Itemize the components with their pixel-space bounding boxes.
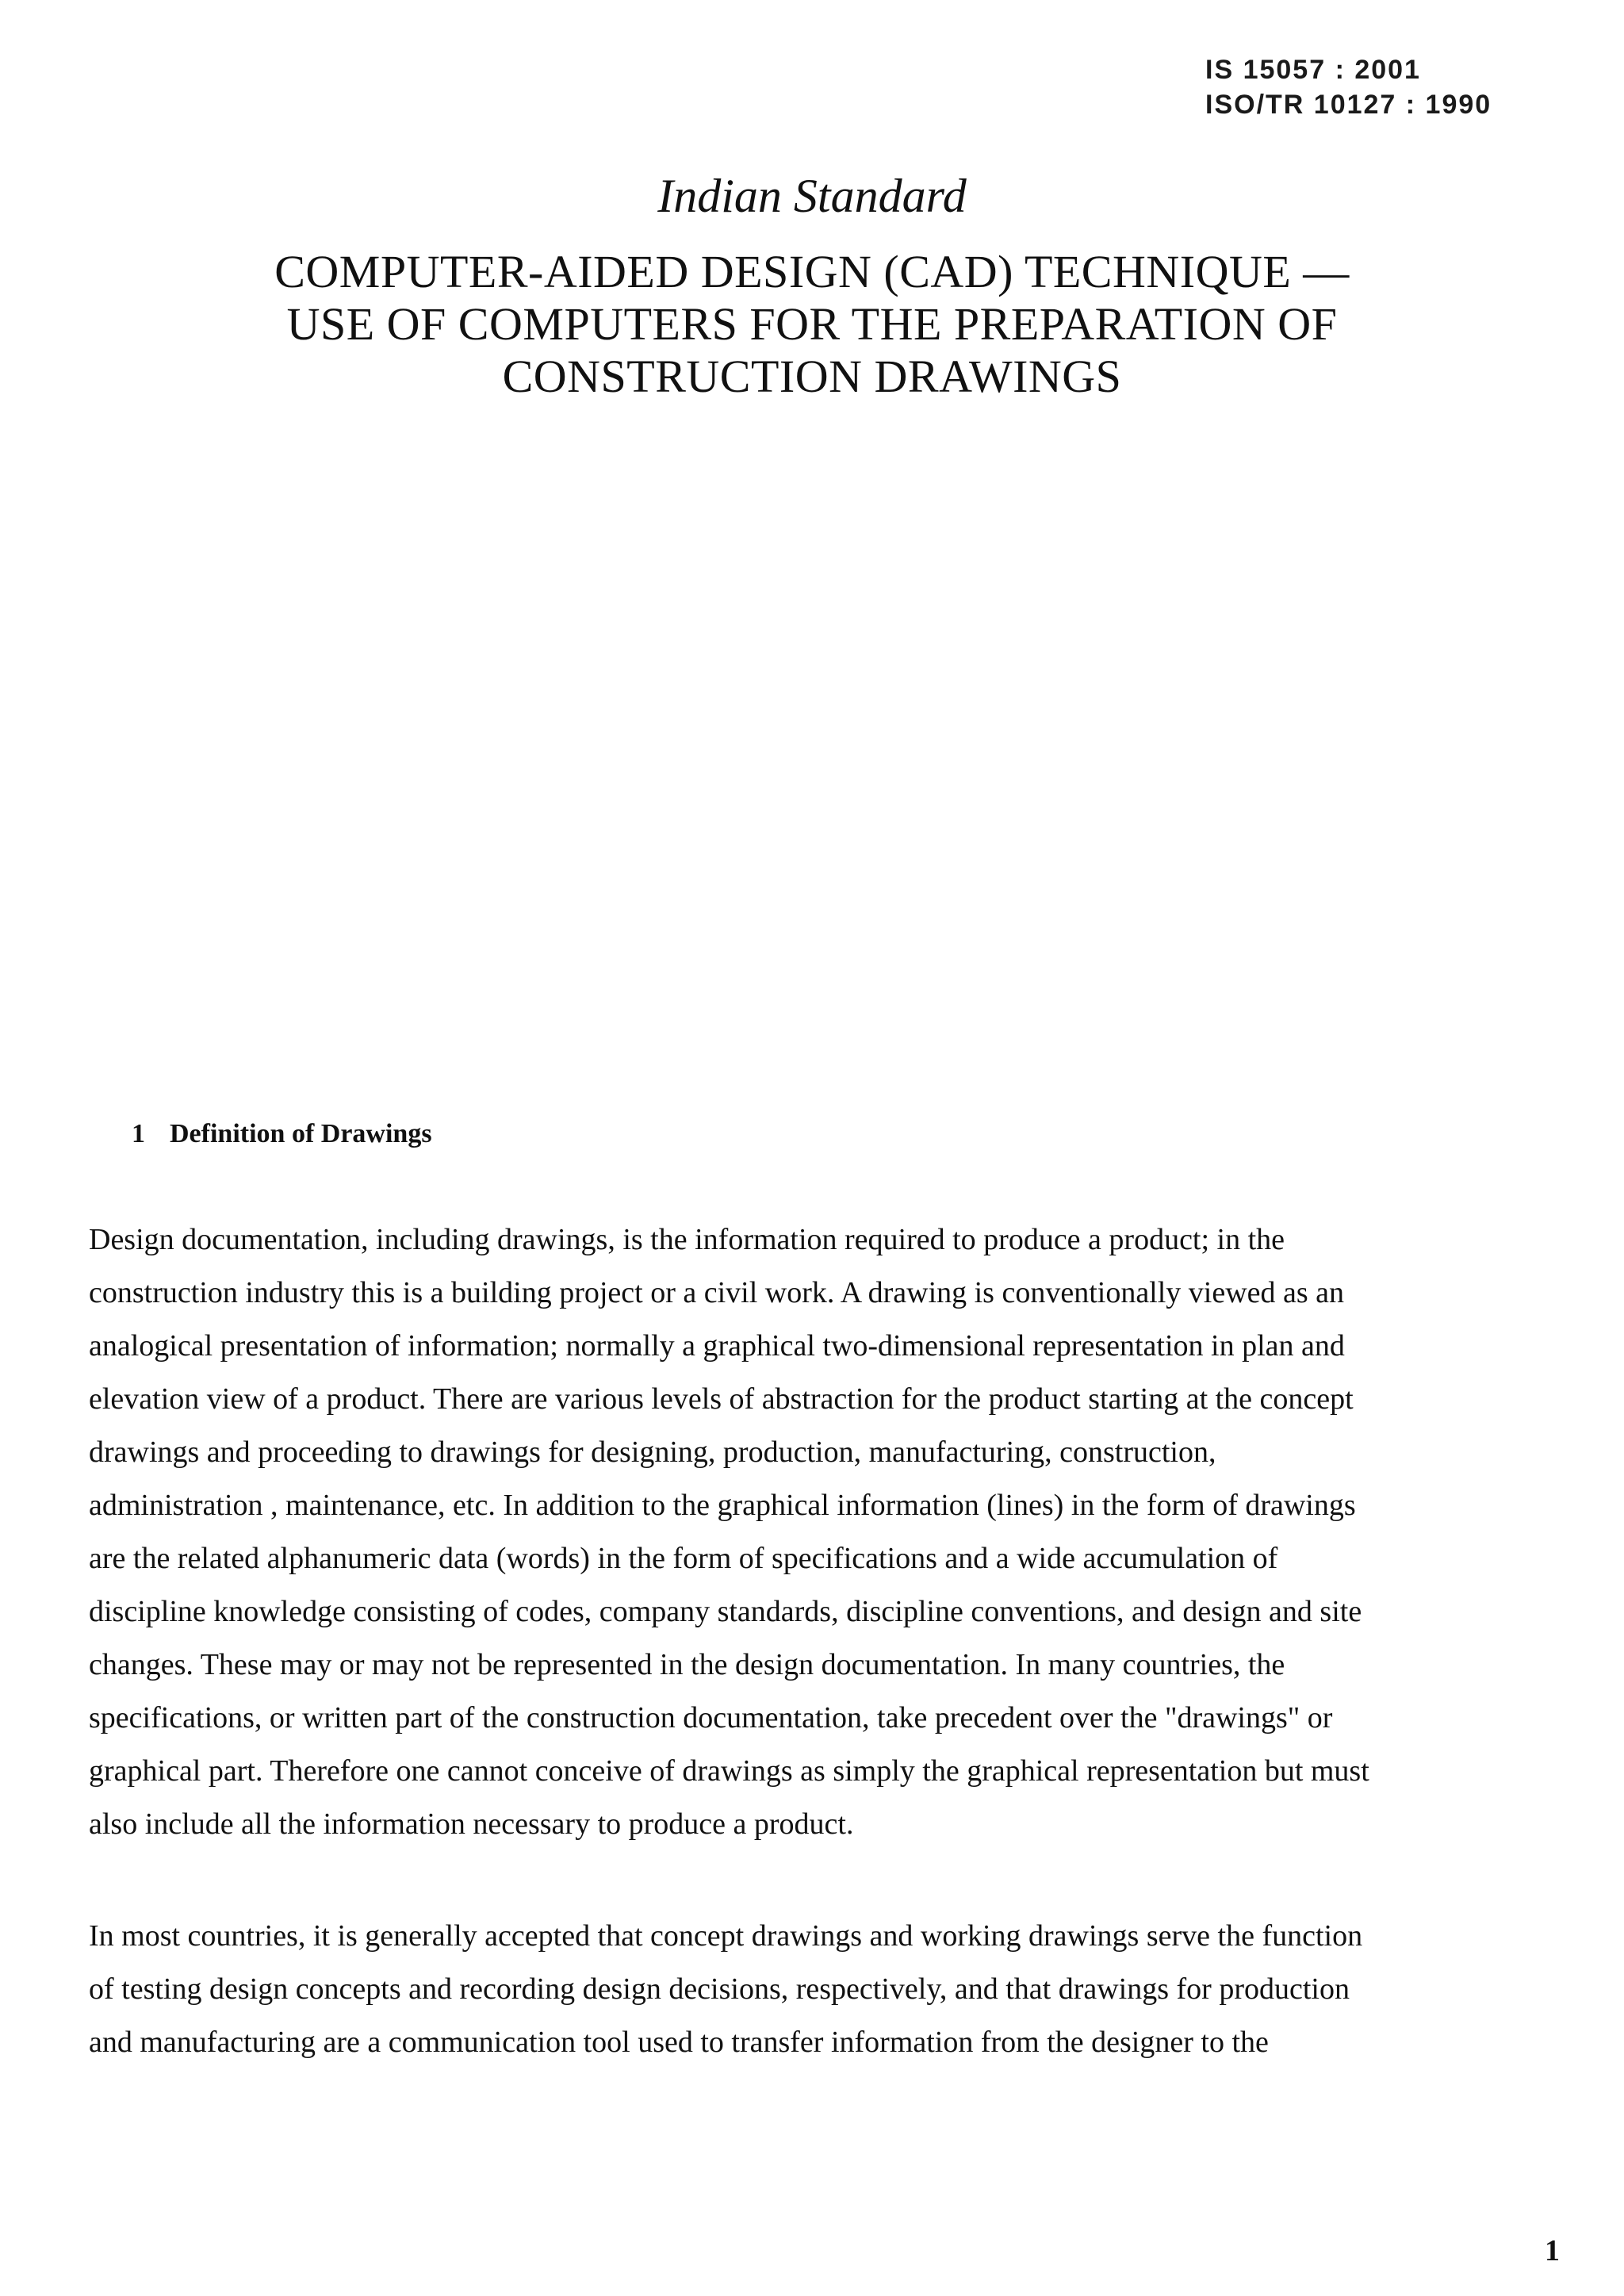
title-line: COMPUTER-AIDED DESIGN (CAD) TECHNIQUE —	[274, 246, 1350, 297]
body-paragraph	[89, 1213, 1532, 1851]
text-line: Design documentation, including drawings, is the information required to produce a product; in the	[89, 1223, 1285, 1256]
standard-id-iso: ISO/TR 10127 : 1990	[1205, 90, 1492, 120]
text-line: drawings and proceeding to drawings for designing, production, manufacturing, construction,	[89, 1435, 1216, 1469]
text-line: construction industry this is a building project or a civil work. A drawing is conventionally viewed as an	[89, 1276, 1345, 1309]
title-line: CONSTRUCTION DRAWINGS	[502, 351, 1122, 402]
text-line: graphical part. Therefore one cannot conceive of drawings as simply the graphical representation but must	[89, 1754, 1369, 1788]
section-number: 1	[132, 1119, 145, 1148]
text-line: are the related alphanumeric data (words) in the form of specifications and a wide accumulation of	[89, 1542, 1278, 1575]
title-line: USE OF COMPUTERS FOR THE PREPARATION OF	[286, 298, 1338, 350]
text-line: also include all the information necessary to produce a product.	[89, 1807, 854, 1841]
standard-id-is: IS 15057 : 2001	[1205, 55, 1421, 85]
text-line: specifications, or written part of the construction documentation, take precedent over the "drawings" or	[89, 1701, 1333, 1734]
text-line: In most countries, it is generally accepted that concept drawings and working drawings serve the function	[89, 1919, 1363, 1953]
text-line: elevation view of a product. There are various levels of abstraction for the product starting at the concept	[89, 1382, 1354, 1416]
text-line: administration , maintenance, etc. In addition to the graphical information (lines) in the form of drawings	[89, 1489, 1356, 1522]
standard-identifiers	[1205, 52, 1492, 122]
document-title	[0, 246, 1624, 403]
text-line: of testing design concepts and recording design decisions, respectively, and that drawings for production	[89, 1972, 1350, 2006]
section-heading	[132, 1117, 432, 1152]
document-kind: Indian Standard	[657, 170, 967, 222]
text-line: discipline knowledge consisting of codes, company standards, discipline conventions, and design and site	[89, 1595, 1362, 1628]
body-paragraph	[89, 1910, 1532, 2069]
section-title: Definition of Drawings	[170, 1119, 432, 1148]
text-line: analogical presentation of information; normally a graphical two-dimensional representation in plan and	[89, 1329, 1345, 1363]
text-line: changes. These may or may not be represented in the design documentation. In many countries, the	[89, 1648, 1285, 1681]
text-line: and manufacturing are a communication tool used to transfer information from the designer to the	[89, 2026, 1269, 2059]
page-number: 1	[1545, 2234, 1560, 2267]
